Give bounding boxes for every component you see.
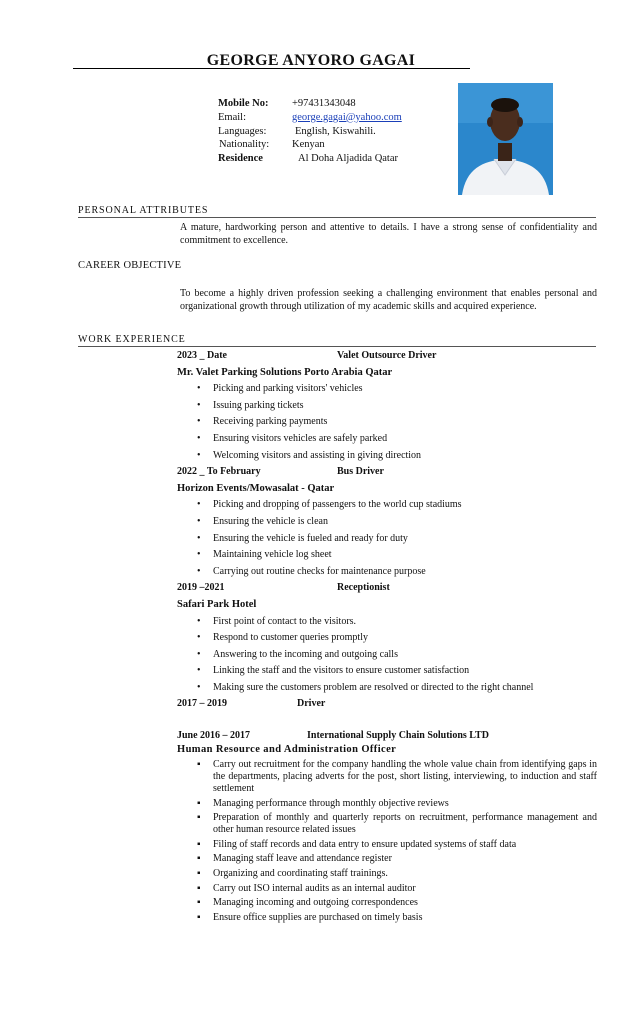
duty-item: ▪ Managing incoming and outgoing correspondences [177, 897, 597, 909]
duty-item: ▪ Managing staff leave and attendance register [177, 853, 597, 865]
job-organization: Safari Park Hotel [177, 598, 257, 610]
duty-item: • Issuing parking tickets [177, 398, 597, 415]
job-dates: 2019 –2021 [177, 582, 225, 594]
duty-item: ▪ Carry out recruitment for the company handling the whole value chain from identifying gaps in the departments, placing adverts for the post, short listing, interviewing, to induction and staff settlement [177, 759, 597, 795]
title-underline [73, 68, 470, 69]
section-heading-personal: PERSONAL ATTRIBUTES [78, 205, 209, 216]
duty-item: • Picking and parking visitors' vehicles [177, 381, 597, 398]
duty-item: ▪ Organizing and coordinating staff trainings. [177, 868, 597, 880]
personal-attributes-text: A mature, hardworking person and attentive to details. I have a strong sense of confidentiality and commitment to excellence. [180, 222, 597, 246]
duty-item: • Ensuring the vehicle is clean [177, 514, 597, 531]
resume-name: GEORGE ANYORO GAGAI [206, 52, 416, 69]
job-role: Bus Driver [337, 466, 384, 478]
duty-item: • Ensuring visitors vehicles are safely parked [177, 431, 597, 448]
contact-row-mobile [218, 97, 402, 111]
duty-item: • Making sure the customers problem are resolved or directed to the right channel [177, 680, 597, 697]
languages-value: English, Kiswahili. [295, 125, 376, 137]
contact-label: Nationality: [219, 139, 270, 151]
job-dates: 2023 _ Date [177, 350, 227, 361]
contact-row-residence [218, 152, 402, 166]
contact-row-nationality [218, 138, 402, 152]
email-link[interactable]: george.gagai@yahoo.com [292, 111, 402, 123]
profile-photo [458, 83, 553, 195]
contact-label: Email: [218, 111, 246, 123]
contact-label: Mobile No: [218, 98, 269, 109]
contact-row-email [218, 111, 402, 125]
contact-row-languages [218, 125, 402, 139]
job-header [177, 348, 597, 365]
job-header [177, 696, 597, 713]
section-divider [78, 217, 596, 218]
job-role: Valet Outsource Driver [337, 350, 437, 361]
nationality-value: Kenyan [292, 139, 325, 151]
person-portrait-icon [458, 83, 553, 195]
duty-item: • Receiving parking payments [177, 414, 597, 431]
contact-block [218, 97, 402, 166]
job-organization: Human Resource and Administration Officer [177, 744, 397, 755]
duty-item: • Ensuring the vehicle is fueled and ready for duty [177, 531, 597, 548]
contact-label: Languages: [218, 125, 267, 137]
job-dates: 2017 – 2019 [177, 698, 227, 710]
duty-item: • Answering to the incoming and outgoing calls [177, 647, 597, 664]
work-experience-hr [177, 729, 597, 926]
duty-item: ▪ Managing performance through monthly objective reviews [177, 798, 597, 810]
job-header [177, 464, 597, 481]
work-experience-list [177, 348, 597, 713]
job-role: Driver [297, 698, 326, 710]
duty-item: ▪ Ensure office supplies are purchased on timely basis [177, 912, 597, 924]
duty-item: • Picking and dropping of passengers to the world cup stadiums [177, 497, 597, 514]
job-duties [177, 614, 597, 697]
duty-item: • Maintaining vehicle log sheet [177, 547, 597, 564]
section-divider [78, 346, 596, 347]
section-heading-work: WORK EXPERIENCE [78, 334, 186, 345]
job-header [177, 729, 597, 743]
section-heading-objective: CAREER OBJECTIVE [78, 260, 182, 271]
mobile-value: +97431343048 [292, 98, 356, 109]
job-duties [177, 497, 597, 580]
job-company: International Supply Chain Solutions LTD [307, 730, 489, 741]
duty-item: ▪ Preparation of monthly and quarterly reports on recruitment, performance management and other human resource related issues [177, 812, 597, 836]
duty-item: • Carrying out routine checks for maintenance purpose [177, 564, 597, 581]
residence-value: Al Doha Aljadida Qatar [298, 153, 399, 165]
job-organization: Horizon Events/Mowasalat - Qatar [177, 482, 335, 494]
job-dates: 2022 _ To February [177, 466, 261, 478]
duty-item: • First point of contact to the visitors. [177, 614, 597, 631]
duty-item: • Welcoming visitors and assisting in giving direction [177, 448, 597, 465]
career-objective-text: To become a highly driven profession seeking a challenging environment that enables personal and organizational growth through utilization of my academic skills and acquired experience. [180, 288, 597, 312]
job-duties [177, 759, 597, 924]
duty-item: • Linking the staff and the visitors to ensure customer satisfaction [177, 663, 597, 680]
job-role: Receptionist [337, 582, 390, 594]
job-organization: Mr. Valet Parking Solutions Porto Arabia Qatar [177, 366, 393, 378]
job-duties [177, 381, 597, 464]
job-dates: June 2016 – 2017 [177, 730, 251, 741]
duty-item: ▪ Filing of staff records and data entry to ensure updated systems of staff data [177, 839, 597, 851]
job-header [177, 580, 597, 597]
duty-item: • Respond to customer queries promptly [177, 630, 597, 647]
duty-item: ▪ Carry out ISO internal audits as an internal auditor [177, 883, 597, 895]
contact-label: Residence [218, 153, 263, 165]
